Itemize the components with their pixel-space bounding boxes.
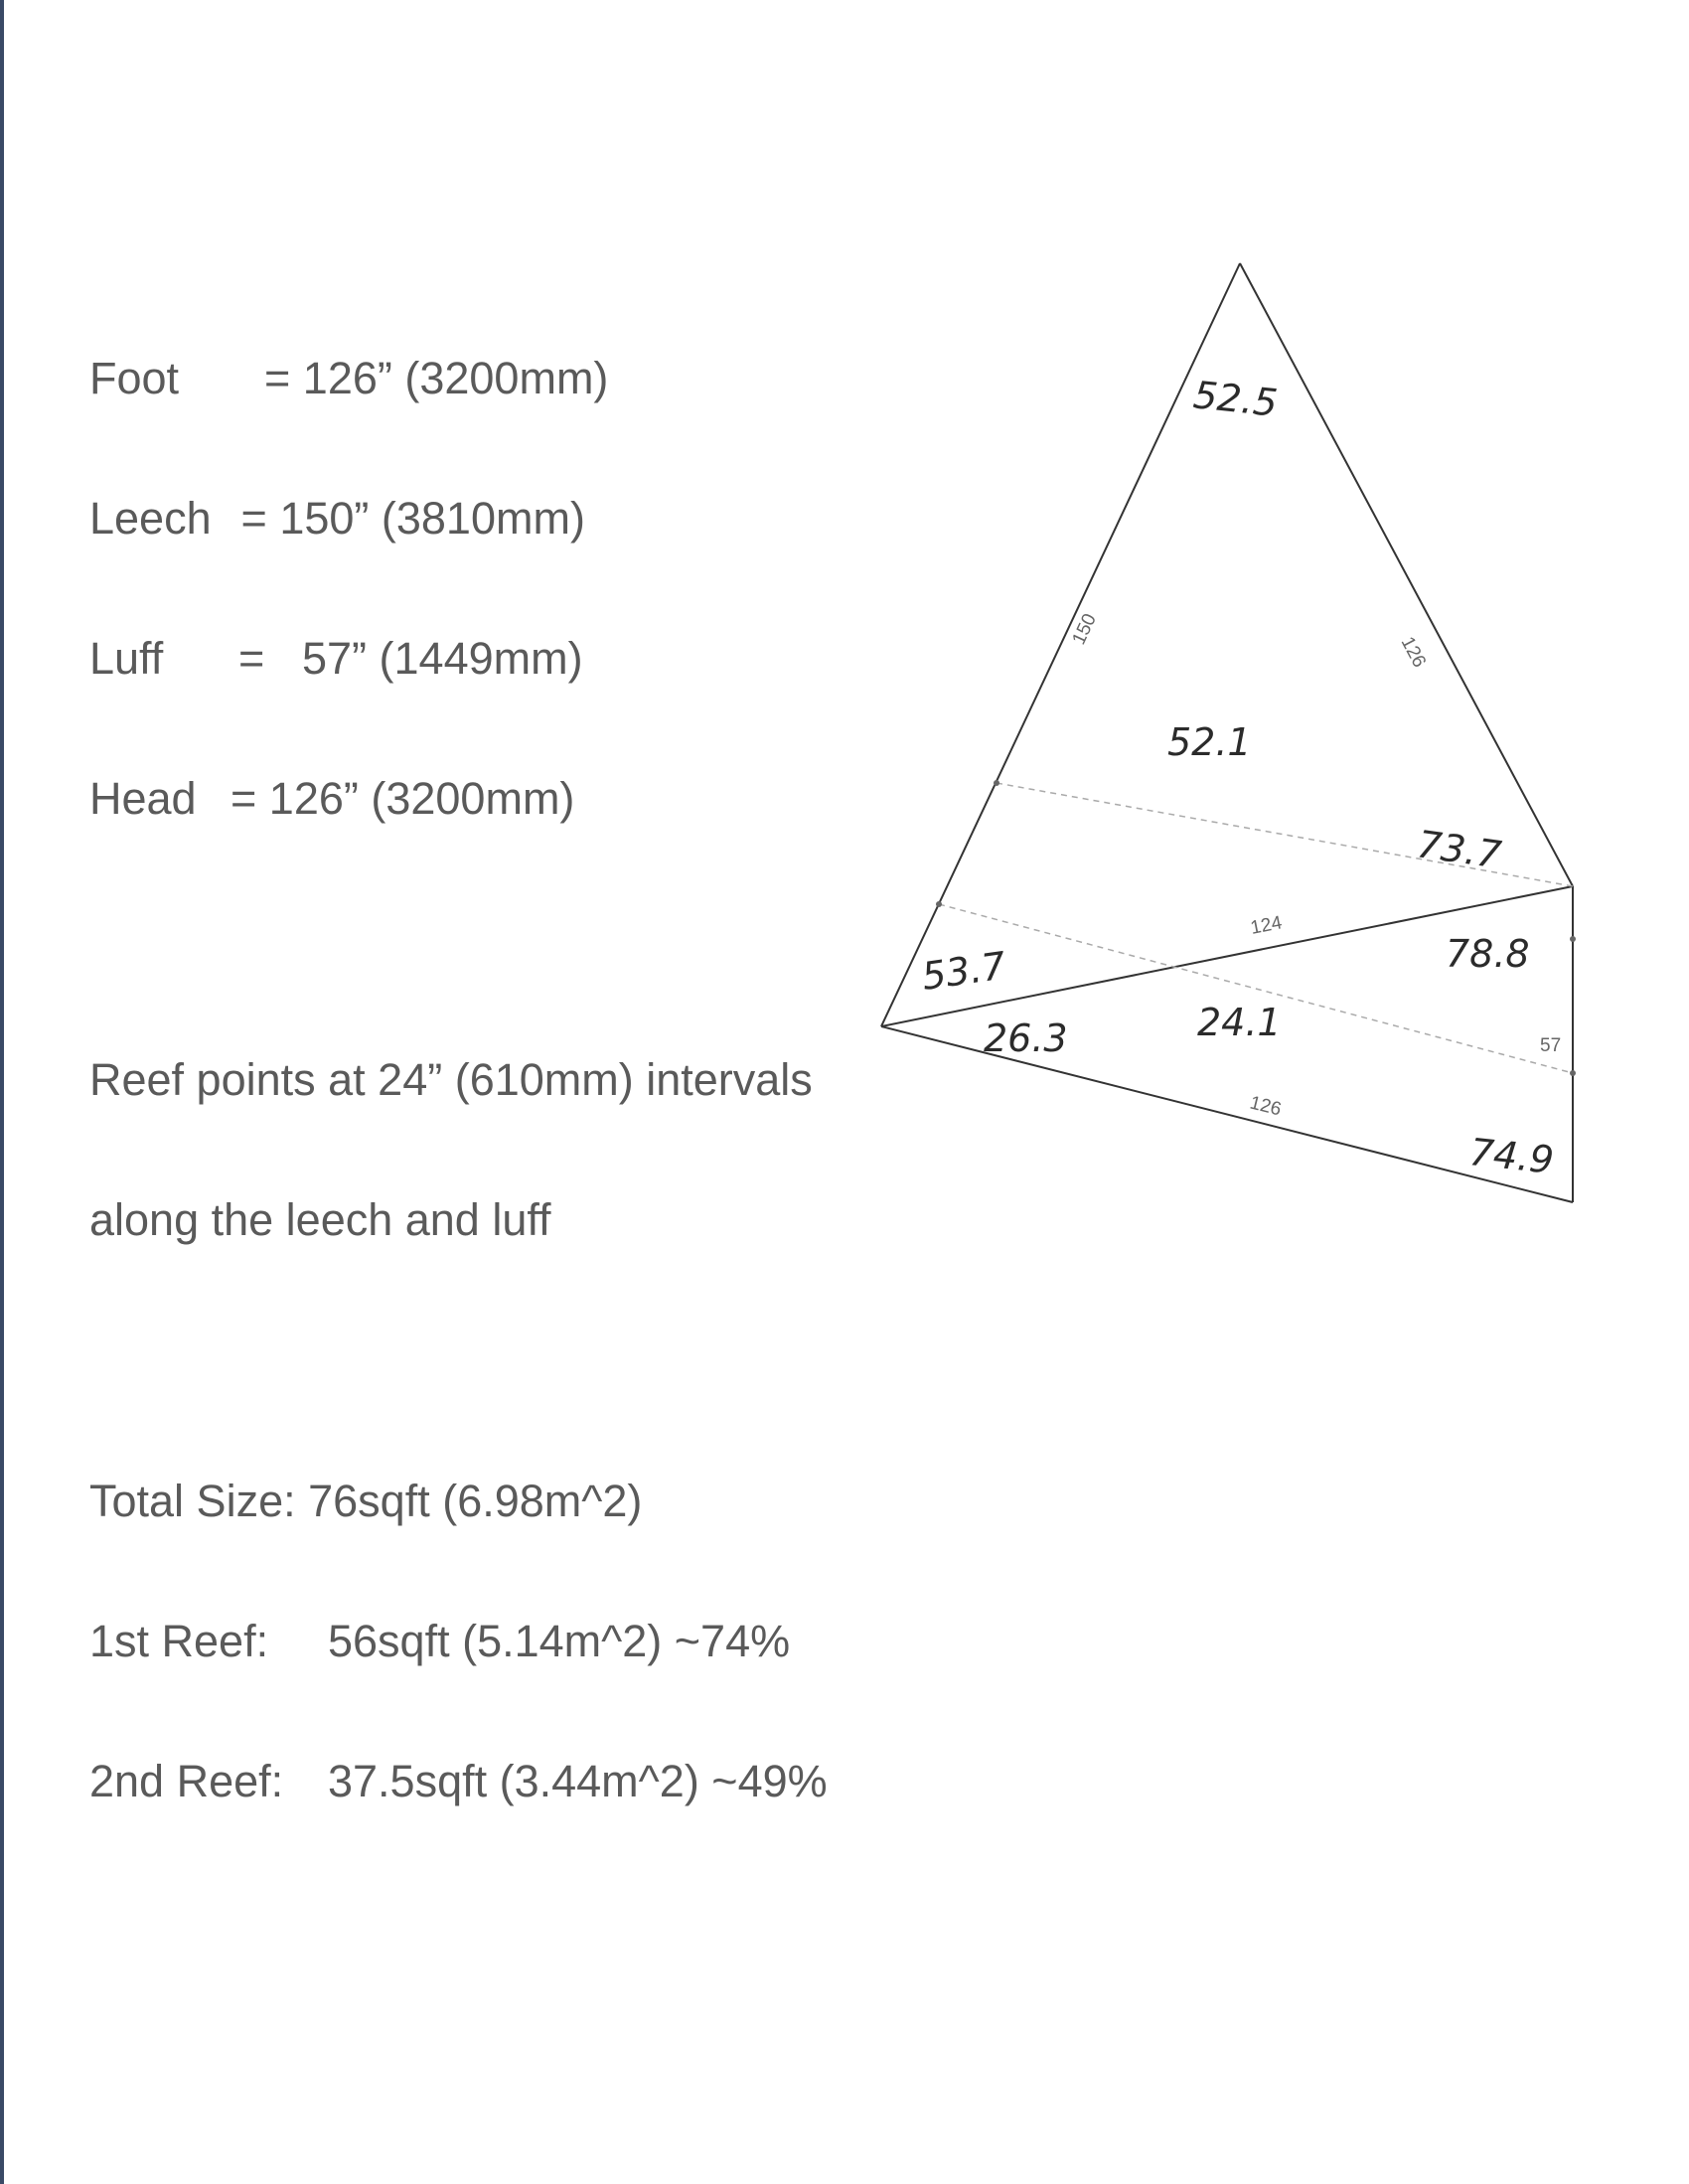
spec-head-label: Head bbox=[89, 773, 197, 824]
reef-point bbox=[1570, 1070, 1576, 1076]
first-reef-value: 56sqft (5.14m^2) ~74% bbox=[328, 1616, 791, 1666]
bottom-angle-label: 74.9 bbox=[1467, 1130, 1556, 1182]
foot-length-label: 126 bbox=[1247, 1092, 1284, 1121]
total-size-label: Total Size: bbox=[89, 1476, 296, 1526]
diagonal-length-label: 124 bbox=[1248, 912, 1285, 939]
reef-point bbox=[936, 901, 942, 907]
spec-leech-sep: = bbox=[240, 493, 267, 544]
reef-note-line-1: Reef points at 24” (610mm) intervals bbox=[89, 1054, 813, 1105]
leech-edge bbox=[881, 263, 1240, 1026]
spec-foot-label: Foot bbox=[89, 353, 180, 403]
second-reef-value: 37.5sqft (3.44m^2) ~49% bbox=[328, 1756, 828, 1806]
spec-luff-label: Luff bbox=[89, 633, 164, 684]
reef-point bbox=[994, 780, 999, 786]
upper-area-label: 52.1 bbox=[1167, 720, 1252, 764]
spec-foot-value: 126” (3200mm) bbox=[302, 353, 609, 403]
spec-luff-sep: = bbox=[238, 633, 265, 684]
top-angle-label: 52.5 bbox=[1191, 373, 1280, 425]
clew-angle-upper-label: 73.7 bbox=[1414, 822, 1504, 877]
reef-point bbox=[1570, 936, 1576, 942]
head-edge bbox=[1240, 263, 1573, 886]
first-reef-label: 1st Reef: bbox=[89, 1616, 269, 1666]
second-reef-label: 2nd Reef: bbox=[89, 1756, 284, 1806]
spec-head-value: 126” (3200mm) bbox=[268, 773, 575, 824]
tack-angle-lower-label: 26.3 bbox=[984, 1016, 1068, 1060]
tack-angle-upper-label: 53.7 bbox=[919, 943, 1009, 999]
luff-length-label: 57 bbox=[1540, 1035, 1562, 1056]
spec-leech-label: Leech bbox=[89, 493, 212, 544]
total-size-value: 76sqft (6.98m^2) bbox=[308, 1476, 643, 1526]
reef-note-line-2: along the leech and luff bbox=[89, 1194, 551, 1245]
spec-luff-value: 57” (1449mm) bbox=[302, 633, 583, 684]
head-length-label: 126 bbox=[1396, 633, 1431, 672]
spec-foot-sep: = bbox=[264, 353, 291, 403]
lower-area-label: 24.1 bbox=[1197, 1001, 1282, 1044]
leech-length-label: 150 bbox=[1068, 610, 1101, 649]
spec-leech-value: 150” (3810mm) bbox=[279, 493, 585, 544]
spec-head-sep: = bbox=[230, 773, 257, 824]
clew-angle-lower-label: 78.8 bbox=[1446, 932, 1530, 976]
